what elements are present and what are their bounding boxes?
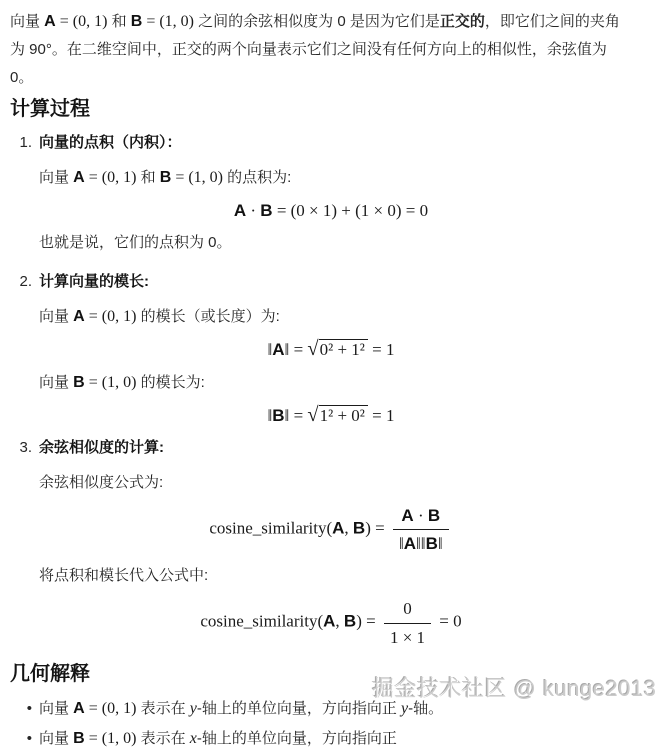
text: 和: [136, 169, 160, 186]
orthogonal-emphasis: 正交的: [439, 13, 485, 30]
vector-a-symbol: A: [233, 201, 247, 220]
formula-result: = 0: [435, 611, 462, 631]
radical-sign: √: [307, 338, 319, 361]
text: 向量: [39, 169, 74, 186]
text: 表示在: [136, 729, 190, 747]
axis-variable-y: y: [189, 699, 197, 717]
section-heading-geometry: 几何解释: [10, 662, 90, 685]
vector-a-symbol: A: [272, 340, 285, 360]
vector-a-symbol: A: [403, 534, 417, 553]
intro-text: 之间的余弦相似度为 0 是因为它们是: [194, 13, 440, 30]
formula-norm-b: [39, 405, 623, 426]
fraction-denominator: 1 × 1: [389, 627, 426, 647]
text: -轴。: [408, 699, 444, 717]
norm-bar-equals: ‖ =: [284, 405, 308, 425]
text: 的模长（或长度）为:: [136, 308, 280, 326]
intro-paragraph: [10, 8, 623, 92]
geometry-bullet-2: [10, 725, 623, 752]
text: 的模长为:: [136, 373, 205, 391]
vector-b-symbol: B: [159, 169, 172, 186]
step-paragraph: [39, 369, 623, 397]
vector-a-symbol: A: [73, 699, 85, 717]
intro-text: 和: [107, 13, 131, 30]
close-paren-equals: ) =: [356, 611, 380, 631]
dot-operator: ·: [413, 505, 428, 525]
separator: ,: [344, 518, 353, 538]
formula-result: = 1: [367, 405, 395, 425]
bullet-text: [39, 725, 623, 752]
section-heading-calculation: 计算过程: [10, 98, 90, 120]
vector-b-value: = (1, 0): [84, 729, 137, 747]
vector-b-symbol: B: [425, 534, 438, 553]
vector-b-value: = (1, 0): [142, 13, 195, 30]
list-marker: 3.: [19, 438, 32, 456]
formula-result: = 1: [367, 340, 395, 360]
dot-operator: ·: [246, 201, 261, 220]
vector-b-symbol: B: [73, 373, 85, 391]
norm-bar: ‖: [267, 405, 273, 425]
step-3: [10, 435, 623, 653]
vector-b-symbol: B: [343, 611, 357, 631]
step-note: 也就是说，它们的点积为 0。: [39, 234, 232, 252]
step-paragraph: 余弦相似度公式为:: [39, 473, 164, 491]
juejin-watermark: 掘金技术社区 @ kunge2013: [372, 676, 656, 701]
vector-b-value: = (1, 0): [171, 169, 224, 186]
geometry-bullet-1: [10, 695, 623, 722]
step-1-body: [39, 130, 623, 265]
vector-a-symbol: A: [73, 308, 85, 326]
text: -轴上的单位向量，方向指向正: [196, 729, 397, 747]
vector-b-symbol: B: [427, 505, 441, 525]
vector-a-value: = (0, 1): [55, 13, 108, 30]
separator: ,: [335, 611, 344, 631]
formula-cosine-value: [39, 598, 623, 648]
formula-cosine-definition: [39, 505, 623, 555]
text: 向量: [39, 373, 74, 391]
text: 向量: [39, 729, 74, 747]
fraction-denominator: [393, 530, 449, 554]
step-title: 向量的点积（内积）：: [39, 134, 182, 151]
text: 向量: [39, 699, 74, 717]
norm-bar: ‖: [267, 340, 273, 360]
step-2-body: [39, 269, 623, 431]
vector-a-symbol: A: [332, 518, 345, 538]
fraction-numerator: [393, 505, 449, 530]
axis-variable-x: x: [189, 729, 197, 747]
list-marker: 1.: [19, 134, 32, 151]
vector-a-symbol: A: [401, 505, 414, 525]
function-name: cosine_similarity(: [200, 611, 324, 631]
vector-a-symbol: A: [73, 169, 85, 186]
intro-text: ，即它们之间的夹角为 90°。在二维空间中，正交的两个向量表示它们之间没有任何方向上的相似性，余弦值为 0。: [10, 13, 620, 86]
formula-norm-a: [39, 339, 623, 360]
step-3-body: [39, 435, 623, 653]
vector-a-value: = (0, 1): [84, 308, 137, 326]
bullet-marker: •: [26, 729, 32, 747]
close-paren-equals: ) =: [365, 518, 389, 538]
step-paragraph: [39, 164, 623, 192]
text: -轴上的单位向量，方向指向正: [196, 699, 402, 717]
radicand: 0² + 1²: [319, 339, 368, 359]
vector-b-symbol: B: [130, 13, 143, 30]
vector-b-symbol: B: [260, 201, 273, 220]
step-title: 余弦相似度的计算:: [39, 438, 164, 456]
step-1: [10, 130, 623, 265]
vector-a-symbol: A: [323, 611, 336, 631]
bullet-marker: •: [26, 699, 32, 717]
norm-bar: ‖‖: [416, 534, 426, 553]
fraction: [384, 598, 431, 648]
vector-a-value: = (0, 1): [84, 699, 137, 717]
step-title: 计算向量的模长:: [39, 273, 149, 291]
vector-a-value: = (0, 1): [84, 169, 137, 186]
norm-bar: ‖: [398, 534, 404, 553]
step-2: [10, 269, 623, 431]
radical-sign: √: [307, 403, 319, 426]
step-paragraph: [39, 303, 623, 331]
fraction: [393, 505, 449, 555]
norm-bar: ‖: [437, 534, 443, 553]
vector-b-symbol: B: [352, 518, 366, 538]
formula-text: = (0 × 1) + (1 × 0) = 0: [272, 201, 429, 220]
intro-text: 向量: [10, 13, 45, 30]
text: 向量: [39, 308, 74, 326]
axis-variable-y: y: [401, 699, 409, 717]
vector-b-value: = (1, 0): [84, 373, 137, 391]
text: 的点积为:: [223, 169, 292, 186]
vector-a-symbol: A: [44, 13, 56, 30]
radicand: 1² + 0²: [319, 405, 368, 425]
function-name: cosine_similarity(: [209, 518, 333, 538]
bullet-text: [39, 695, 623, 722]
text: 表示在: [136, 699, 190, 717]
fraction-numerator: 0: [384, 598, 431, 623]
list-marker: 2.: [19, 273, 32, 291]
norm-bar-equals: ‖ =: [284, 340, 308, 360]
step-paragraph: 将点积和模长代入公式中:: [39, 567, 209, 585]
vector-b-symbol: B: [272, 405, 285, 425]
vector-b-symbol: B: [73, 729, 85, 747]
formula-dot-product: [39, 200, 623, 221]
